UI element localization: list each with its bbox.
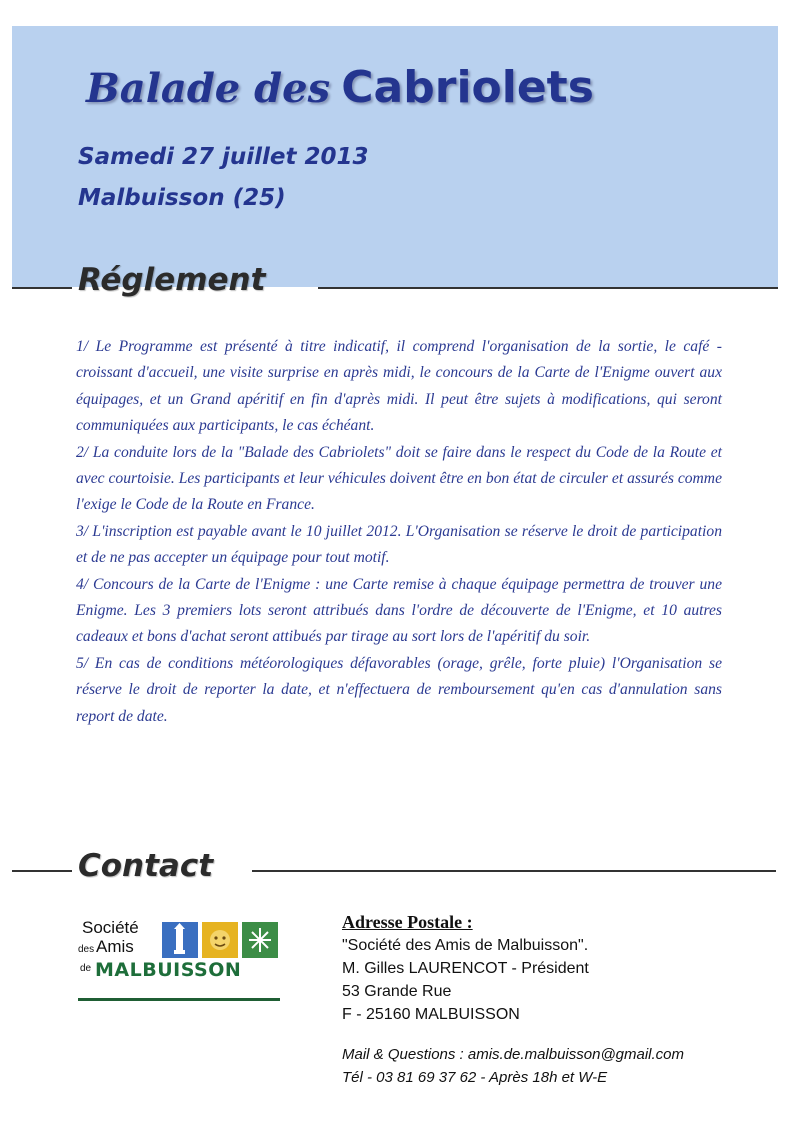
sun-face-icon: [202, 922, 238, 958]
reglement-rule-right: [318, 287, 778, 289]
snowflake-icon: [242, 922, 278, 958]
logo-icons: [162, 920, 280, 960]
address-line: M. Gilles LAURENCOT - Président: [342, 960, 589, 977]
contact-rule-left: [12, 870, 72, 872]
event-location: Malbuisson (25): [78, 185, 286, 211]
phone-line: Tél - 03 81 69 37 62 - Après 18h et W-E: [342, 1069, 608, 1086]
contact-rule-right: [252, 870, 776, 872]
rule-paragraph: 1/ Le Programme est présenté à titre indicatif, il comprend l'organisation de la sortie, le café - croissant d'accueil, une visite surprise en après midi, le concours de la Carte de l'Enigme ouvert aux équipages, et un Grand apéritif en fin d'après midi. Il peut être sujets à modifications, qui seront communiquées aux participants, le cas échéant.: [76, 338, 722, 435]
rule-paragraph: 5/ En cas de conditions météorologiques défavorables (orage, grêle, forte pluie) l'Organisation se réserve le droit de reporter la date, et n'effectuera de remboursement qu'en cas d'annulation sans report de date.: [76, 654, 722, 725]
postal-address: [342, 912, 762, 1026]
address-line: "Société des Amis de Malbuisson".: [342, 937, 589, 954]
event-title-main: Cabriolets: [341, 62, 594, 113]
logo-word-amis: Amis: [96, 937, 134, 956]
reglement-heading: Réglement: [78, 262, 266, 298]
mail-line: Mail & Questions : amis.de.malbuisson@gmail.com: [342, 1046, 685, 1063]
address-line: 53 Grande Rue: [342, 983, 452, 1000]
logo-word-societe: Société: [82, 918, 139, 937]
event-title-script: Balade des: [86, 65, 331, 112]
society-logo: [78, 916, 288, 1006]
logo-word-de: de: [80, 963, 92, 974]
contact-heading: Contact: [78, 848, 214, 884]
event-title: [86, 62, 594, 113]
logo-underline: [78, 984, 280, 1001]
rules-body: [76, 334, 722, 730]
rule-paragraph: 4/ Concours de la Carte de l'Enigme : une Carte remise à chaque équipage permettra de trouver une Enigme. Les 3 premiers lots seront attribués dans l'ordre de découverte de l'Enigme, et 10 autres cadeaux et bons d'achat seront attibués par tirage au sort lors de l'apéritif du soir.: [76, 575, 722, 646]
rule-paragraph: 2/ La conduite lors de la "Balade des Cabriolets" doit se faire dans le respect du Code de la Route et avec courtoisie. Les participants et leur véhicules doivent être en bon état de circuler et assurés comme l'exige le Code de la Route en France.: [76, 443, 722, 514]
contact-details: [342, 1043, 684, 1089]
event-date: Samedi 27 juillet 2013: [78, 144, 369, 170]
reglement-rule-left: [12, 287, 72, 289]
rule-paragraph: 3/ L'inscription est payable avant le 10 juillet 2012. L'Organisation se réserve le droit de participation et de ne pas accepter un équipage pour tout motif.: [76, 522, 722, 567]
lighthouse-icon: [162, 922, 198, 958]
logo-word-malbuisson: MALBUISSON: [95, 959, 242, 981]
address-line: F - 25160 MALBUISSON: [342, 1006, 520, 1023]
postal-address-heading: Adresse Postale :: [342, 912, 473, 932]
logo-word-des: des: [78, 944, 95, 955]
